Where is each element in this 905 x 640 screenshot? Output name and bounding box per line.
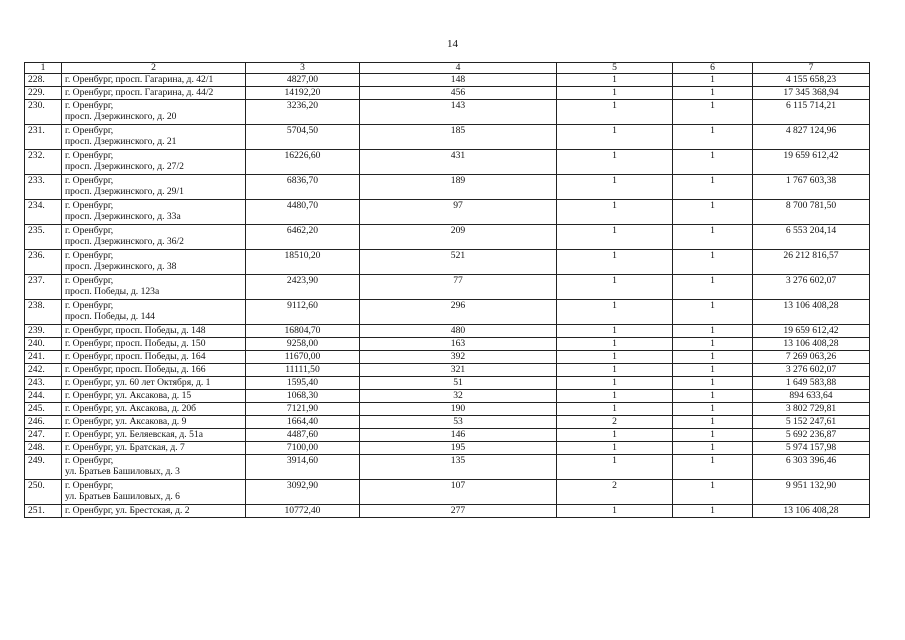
address-cell	[62, 250, 246, 275]
row-number-cell: 233.	[25, 175, 62, 200]
table-row	[25, 325, 870, 338]
area-cell: 4487,60	[246, 429, 360, 442]
row-number-cell: 232.	[25, 150, 62, 175]
table-row	[25, 351, 870, 364]
column-5-cell: 1	[557, 390, 673, 403]
column-5-cell: 1	[557, 338, 673, 351]
area-cell: 3236,20	[246, 100, 360, 125]
row-number-cell: 240.	[25, 338, 62, 351]
cost-cell: 13 106 408,28	[753, 338, 870, 351]
row-number-cell: 250.	[25, 480, 62, 505]
address-line-1: г. Оренбург, ул. 60 лет Октября, д. 1	[65, 377, 211, 388]
address-line-1: г. Оренбург, ул. Брестская, д. 2	[65, 505, 190, 516]
address-line-1: г. Оренбург,	[65, 100, 114, 111]
column-5-cell: 1	[557, 200, 673, 225]
address-line-2: просп. Победы, д. 123а	[65, 286, 160, 297]
cost-cell: 894 633,64	[753, 390, 870, 403]
column-5-cell: 2	[557, 416, 673, 429]
row-number-cell: 230.	[25, 100, 62, 125]
area-cell: 14192,20	[246, 87, 360, 100]
address-cell	[62, 364, 246, 377]
column-6-cell: 1	[673, 416, 753, 429]
address-cell	[62, 416, 246, 429]
address-cell	[62, 442, 246, 455]
row-number-cell: 237.	[25, 275, 62, 300]
table-row	[25, 403, 870, 416]
address-line-2: просп. Дзержинского, д. 20	[65, 111, 177, 122]
column-6-cell: 1	[673, 364, 753, 377]
area-cell: 5704,50	[246, 125, 360, 150]
address-cell	[62, 275, 246, 300]
address-line-1: г. Оренбург, просп. Победы, д. 148	[65, 325, 206, 336]
address-line-1: г. Оренбург, просп. Гагарина, д. 44/2	[65, 87, 214, 98]
people-cell: 456	[360, 87, 557, 100]
table-row	[25, 150, 870, 175]
col-header-6: 6	[673, 63, 753, 74]
row-number-cell: 235.	[25, 225, 62, 250]
col-header-5: 5	[557, 63, 673, 74]
area-cell: 16226,60	[246, 150, 360, 175]
table-row	[25, 250, 870, 275]
table-row	[25, 125, 870, 150]
table-row	[25, 390, 870, 403]
cost-cell: 19 659 612,42	[753, 325, 870, 338]
people-cell: 185	[360, 125, 557, 150]
area-cell: 7100,00	[246, 442, 360, 455]
register-table	[24, 62, 870, 518]
people-cell: 431	[360, 150, 557, 175]
address-line-1: г. Оренбург,	[65, 125, 114, 136]
column-6-cell: 1	[673, 377, 753, 390]
address-line-1: г. Оренбург, ул. Братская, д. 7	[65, 442, 185, 453]
column-5-cell: 1	[557, 87, 673, 100]
column-6-cell: 1	[673, 100, 753, 125]
column-5-cell: 1	[557, 442, 673, 455]
column-5-cell: 1	[557, 225, 673, 250]
people-cell: 51	[360, 377, 557, 390]
column-6-cell: 1	[673, 175, 753, 200]
address-cell	[62, 325, 246, 338]
column-5-cell: 1	[557, 429, 673, 442]
address-cell	[62, 150, 246, 175]
people-cell: 97	[360, 200, 557, 225]
table-row	[25, 455, 870, 480]
cost-cell: 3 276 602,07	[753, 364, 870, 377]
area-cell: 6836,70	[246, 175, 360, 200]
address-cell	[62, 87, 246, 100]
people-cell: 195	[360, 442, 557, 455]
cost-cell: 13 106 408,28	[753, 300, 870, 325]
area-cell: 9258,00	[246, 338, 360, 351]
column-5-cell: 1	[557, 74, 673, 87]
column-5-cell: 2	[557, 480, 673, 505]
area-cell: 1068,30	[246, 390, 360, 403]
cost-cell: 6 303 396,46	[753, 455, 870, 480]
column-5-cell: 1	[557, 125, 673, 150]
column-6-cell: 1	[673, 300, 753, 325]
row-number-cell: 246.	[25, 416, 62, 429]
table-row	[25, 74, 870, 87]
address-line-1: г. Оренбург,	[65, 480, 114, 491]
cost-cell: 6 115 714,21	[753, 100, 870, 125]
address-line-1: г. Оренбург, ул. Беляевская, д. 51а	[65, 429, 203, 440]
table-row	[25, 225, 870, 250]
area-cell: 11670,00	[246, 351, 360, 364]
address-line-2: просп. Дзержинского, д. 36/2	[65, 236, 184, 247]
address-line-2: просп. Дзержинского, д. 33а	[65, 211, 181, 222]
table-row	[25, 480, 870, 505]
column-5-cell: 1	[557, 403, 673, 416]
people-cell: 148	[360, 74, 557, 87]
table-row	[25, 100, 870, 125]
address-line-1: г. Оренбург, просп. Гагарина, д. 42/1	[65, 74, 214, 85]
people-cell: 521	[360, 250, 557, 275]
column-6-cell: 1	[673, 125, 753, 150]
address-cell	[62, 175, 246, 200]
address-line-1: г. Оренбург, просп. Победы, д. 166	[65, 364, 206, 375]
address-line-1: г. Оренбург, просп. Победы, д. 164	[65, 351, 206, 362]
address-cell	[62, 390, 246, 403]
column-6-cell: 1	[673, 429, 753, 442]
cost-cell: 3 802 729,81	[753, 403, 870, 416]
people-cell: 53	[360, 416, 557, 429]
address-cell	[62, 100, 246, 125]
address-cell	[62, 300, 246, 325]
table-row	[25, 87, 870, 100]
address-line-1: г. Оренбург,	[65, 250, 114, 261]
row-number-cell: 228.	[25, 74, 62, 87]
people-cell: 190	[360, 403, 557, 416]
row-number-cell: 251.	[25, 505, 62, 518]
column-6-cell: 1	[673, 480, 753, 505]
column-6-cell: 1	[673, 74, 753, 87]
page-number: 14	[447, 38, 458, 50]
col-header-1: 1	[25, 63, 62, 74]
column-6-cell: 1	[673, 455, 753, 480]
cost-cell: 17 345 368,94	[753, 87, 870, 100]
address-cell	[62, 125, 246, 150]
col-header-2: 2	[62, 63, 246, 74]
column-5-cell: 1	[557, 150, 673, 175]
people-cell: 107	[360, 480, 557, 505]
cost-cell: 7 269 063,26	[753, 351, 870, 364]
cost-cell: 5 152 247,61	[753, 416, 870, 429]
address-line-2: просп. Дзержинского, д. 27/2	[65, 161, 184, 172]
address-line-1: г. Оренбург,	[65, 225, 114, 236]
table-row	[25, 442, 870, 455]
column-6-cell: 1	[673, 150, 753, 175]
table-row	[25, 416, 870, 429]
cost-cell: 6 553 204,14	[753, 225, 870, 250]
area-cell: 3092,90	[246, 480, 360, 505]
area-cell: 2423,90	[246, 275, 360, 300]
column-6-cell: 1	[673, 505, 753, 518]
address-line-1: г. Оренбург,	[65, 455, 114, 466]
column-6-cell: 1	[673, 325, 753, 338]
col-header-4: 4	[360, 63, 557, 74]
row-number-cell: 234.	[25, 200, 62, 225]
row-number-cell: 247.	[25, 429, 62, 442]
people-cell: 392	[360, 351, 557, 364]
column-5-cell: 1	[557, 455, 673, 480]
cost-cell: 1 767 603,38	[753, 175, 870, 200]
address-line-1: г. Оренбург,	[65, 200, 114, 211]
row-number-cell: 231.	[25, 125, 62, 150]
cost-cell: 4 827 124,96	[753, 125, 870, 150]
address-line-2: ул. Братьев Башиловых, д. 3	[65, 466, 180, 477]
area-cell: 16804,70	[246, 325, 360, 338]
cost-cell: 13 106 408,28	[753, 505, 870, 518]
address-cell	[62, 351, 246, 364]
address-cell	[62, 74, 246, 87]
cost-cell: 1 649 583,88	[753, 377, 870, 390]
cost-cell: 8 700 781,50	[753, 200, 870, 225]
row-number-cell: 239.	[25, 325, 62, 338]
row-number-cell: 244.	[25, 390, 62, 403]
address-cell	[62, 455, 246, 480]
row-number-cell: 229.	[25, 87, 62, 100]
address-line-2: просп. Дзержинского, д. 29/1	[65, 186, 184, 197]
cost-cell: 9 951 132,90	[753, 480, 870, 505]
area-cell: 9112,60	[246, 300, 360, 325]
column-5-cell: 1	[557, 100, 673, 125]
address-line-2: просп. Дзержинского, д. 38	[65, 261, 177, 272]
column-6-cell: 1	[673, 225, 753, 250]
row-number-cell: 242.	[25, 364, 62, 377]
people-cell: 135	[360, 455, 557, 480]
col-header-3: 3	[246, 63, 360, 74]
people-cell: 143	[360, 100, 557, 125]
address-line-1: г. Оренбург,	[65, 175, 114, 186]
table-row	[25, 429, 870, 442]
people-cell: 189	[360, 175, 557, 200]
column-6-cell: 1	[673, 403, 753, 416]
address-cell	[62, 338, 246, 351]
cost-cell: 3 276 602,07	[753, 275, 870, 300]
people-cell: 77	[360, 275, 557, 300]
table-body	[25, 74, 870, 518]
people-cell: 209	[360, 225, 557, 250]
people-cell: 146	[360, 429, 557, 442]
address-cell	[62, 200, 246, 225]
address-line-2: просп. Дзержинского, д. 21	[65, 136, 177, 147]
row-number-cell: 245.	[25, 403, 62, 416]
column-6-cell: 1	[673, 275, 753, 300]
people-cell: 296	[360, 300, 557, 325]
address-line-2: ул. Братьев Башиловых, д. 6	[65, 491, 180, 502]
column-5-cell: 1	[557, 351, 673, 364]
address-line-1: г. Оренбург,	[65, 275, 114, 286]
column-6-cell: 1	[673, 87, 753, 100]
area-cell: 10772,40	[246, 505, 360, 518]
column-5-cell: 1	[557, 175, 673, 200]
column-5-cell: 1	[557, 325, 673, 338]
row-number-cell: 249.	[25, 455, 62, 480]
address-cell	[62, 377, 246, 390]
table-row	[25, 377, 870, 390]
table-row	[25, 175, 870, 200]
column-5-cell: 1	[557, 364, 673, 377]
row-number-cell: 241.	[25, 351, 62, 364]
column-6-cell: 1	[673, 351, 753, 364]
address-line-1: г. Оренбург,	[65, 150, 114, 161]
col-header-7: 7	[753, 63, 870, 74]
people-cell: 32	[360, 390, 557, 403]
table-row	[25, 338, 870, 351]
address-line-1: г. Оренбург, ул. Аксакова, д. 20б	[65, 403, 197, 414]
column-6-cell: 1	[673, 200, 753, 225]
column-5-cell: 1	[557, 275, 673, 300]
table-row	[25, 364, 870, 377]
cost-cell: 5 974 157,98	[753, 442, 870, 455]
table-row	[25, 200, 870, 225]
area-cell: 7121,90	[246, 403, 360, 416]
cost-cell: 19 659 612,42	[753, 150, 870, 175]
table-row	[25, 505, 870, 518]
people-cell: 480	[360, 325, 557, 338]
row-number-cell: 236.	[25, 250, 62, 275]
address-cell	[62, 480, 246, 505]
area-cell: 11111,50	[246, 364, 360, 377]
address-line-1: г. Оренбург,	[65, 300, 114, 311]
row-number-cell: 238.	[25, 300, 62, 325]
address-line-2: просп. Победы, д. 144	[65, 311, 155, 322]
column-6-cell: 1	[673, 390, 753, 403]
people-cell: 321	[360, 364, 557, 377]
area-cell: 1664,40	[246, 416, 360, 429]
people-cell: 163	[360, 338, 557, 351]
area-cell: 18510,20	[246, 250, 360, 275]
address-cell	[62, 505, 246, 518]
area-cell: 6462,20	[246, 225, 360, 250]
cost-cell: 26 212 816,57	[753, 250, 870, 275]
cost-cell: 5 692 236,87	[753, 429, 870, 442]
header-row	[25, 63, 870, 74]
address-line-1: г. Оренбург, просп. Победы, д. 150	[65, 338, 206, 349]
column-5-cell: 1	[557, 505, 673, 518]
area-cell: 1595,40	[246, 377, 360, 390]
table-row	[25, 275, 870, 300]
address-line-1: г. Оренбург, ул. Аксакова, д. 9	[65, 416, 187, 427]
row-number-cell: 243.	[25, 377, 62, 390]
people-cell: 277	[360, 505, 557, 518]
cost-cell: 4 155 658,23	[753, 74, 870, 87]
row-number-cell: 248.	[25, 442, 62, 455]
area-cell: 4827,00	[246, 74, 360, 87]
address-cell	[62, 429, 246, 442]
column-5-cell: 1	[557, 250, 673, 275]
column-5-cell: 1	[557, 300, 673, 325]
column-6-cell: 1	[673, 442, 753, 455]
column-6-cell: 1	[673, 250, 753, 275]
address-cell	[62, 403, 246, 416]
address-cell	[62, 225, 246, 250]
area-cell: 4480,70	[246, 200, 360, 225]
address-line-1: г. Оренбург, ул. Аксакова, д. 15	[65, 390, 192, 401]
area-cell: 3914,60	[246, 455, 360, 480]
column-5-cell: 1	[557, 377, 673, 390]
table-row	[25, 300, 870, 325]
column-6-cell: 1	[673, 338, 753, 351]
